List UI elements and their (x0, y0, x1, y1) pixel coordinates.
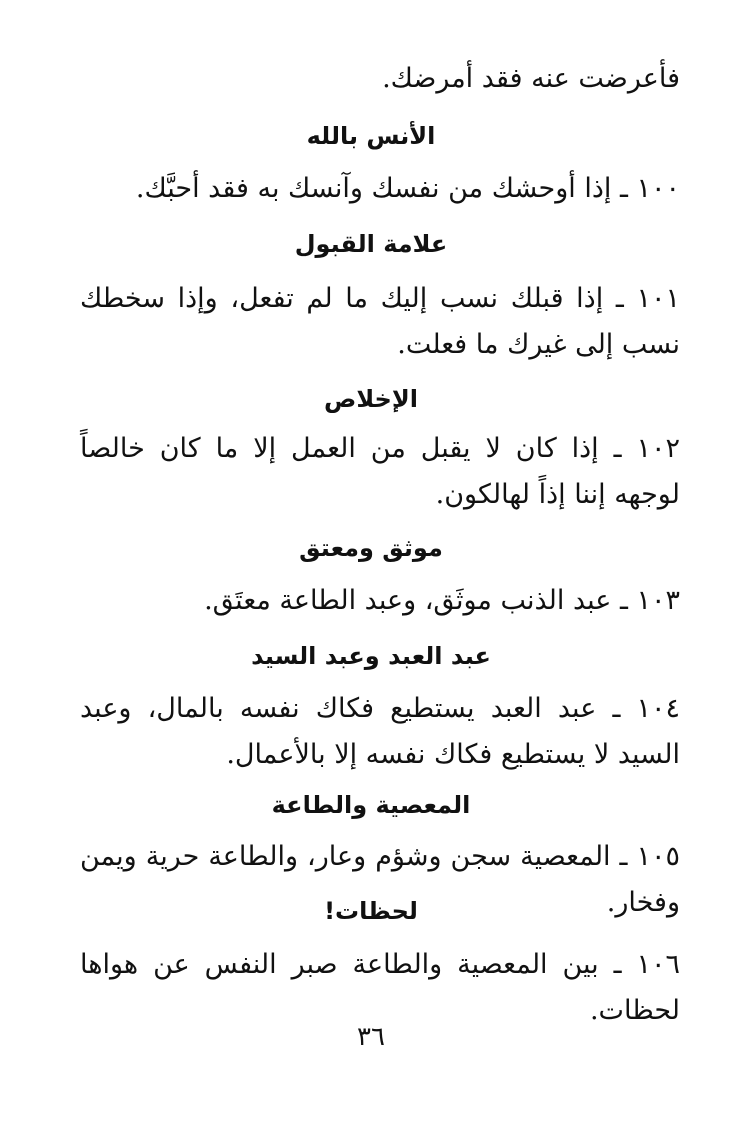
heading-ikhlas: الإخلاص (324, 385, 418, 413)
paragraph-106: ١٠٦ ـ بين المعصية والطاعة صبر النفس عن هواها لحظات. (80, 949, 680, 1026)
heading-lahazat: لحظات! (324, 897, 418, 925)
heading-masiya-taa: المعصية والطاعة (271, 791, 471, 819)
paragraph-104: ١٠٤ ـ عبد العبد يستطيع فكاك نفسه بالمال، وعبد السيد لا يستطيع فكاك نفسه إلا بالأعمال. (80, 693, 680, 770)
heading-alamat-alqabul: علامة القبول (294, 230, 448, 258)
paragraph-100: ١٠٠ ـ إذا أوحشك من نفسك وآنسك به فقد أحبَّك. (135, 173, 680, 204)
paragraph-103: ١٠٣ ـ عبد الذنب موثَق، وعبد الطاعة معتَق. (204, 585, 680, 616)
intro-line: فأعرضت عنه فقد أمرضك. (382, 63, 680, 94)
page-number: ٣٦ (357, 1022, 385, 1052)
heading-abd-alabd: عبد العبد وعبد السيد (251, 642, 491, 670)
heading-muthaq-mutaq: موثق ومعتق (299, 534, 443, 562)
heading-uns-billah: الأنس بالله (306, 122, 436, 150)
paragraph-102: ١٠٢ ـ إذا كان لا يقبل من العمل إلا ما كان خالصاً لوجهه إننا إذاً لهالكون. (80, 433, 680, 510)
paragraph-105: ١٠٥ ـ المعصية سجن وشؤم وعار، والطاعة حرية ويمن وفخار. (80, 841, 680, 918)
paragraph-101: ١٠١ ـ إذا قبلك نسب إليك ما لم تفعل، وإذا سخطك نسب إلى غيرك ما فعلت. (80, 283, 680, 360)
